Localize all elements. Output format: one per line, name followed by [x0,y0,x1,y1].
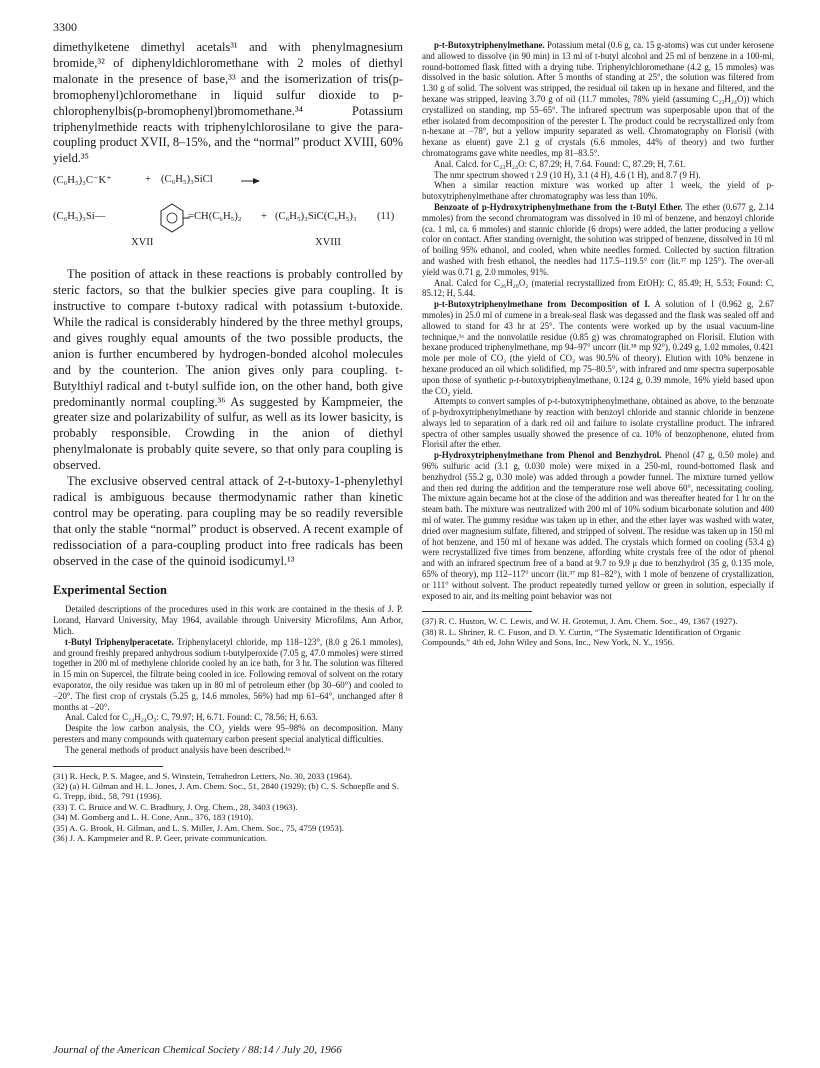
journal-footer: Journal of the American Chemical Society / 88:14 / July 20, 1966 [53,1044,342,1056]
perester-title: t-Butyl Triphenylperacetate. [65,636,174,647]
butoxy-nmr: The nmr spectrum showed τ 2.9 (10 H), 3.1 (4 H), 4.6 (1 H), and 8.7 (9 H). [434,169,701,180]
left-column [53,40,403,843]
footnote-32: (32) (a) H. Gilman and H. L. Jones, J. Am. Chem. Soc., 51, 2840 (1929); (b) C. S. Schoepfle and S. G. Trepp, ibid., 58, 791 (1936). [53,781,399,802]
experimental-intro: Detailed descriptions of the procedures used in this work are contained in the thesis of J. P. Lorand, Harvard University, May 1964, available through University Microfilms, Ann Arbor, Mich. [53,604,403,637]
phenol-procedure [422,450,774,601]
phenol-title: p-Hydroxytriphenylmethane from Phenol and Benzhydrol. [434,450,662,461]
reactant-1: (C₆H₅)₃C⁻K⁺ [53,175,112,187]
plus-sign-1: + [145,174,151,186]
decomposition-procedure [422,299,774,396]
plus-sign-2: + [261,211,267,223]
product-18: (C₆H₅)₃SiC(C₆H₅)₃ [275,211,357,223]
footnote-31: (31) R. Heck, P. S. Magee, and S. Winstein, Tetrahedron Letters, No. 30, 2033 (1964). [53,770,353,781]
benzoate-title: Benzoate of p-Hydroxytriphenylmethane from the t-Butyl Ether. [434,201,683,212]
footnote-34: (34) M. Gomberg and L. H. Cone, Ann., 376, 183 (1910). [53,812,254,823]
footnote-rule-right [422,611,532,612]
perester-procedure [53,637,403,713]
perester-analysis: Anal. Calcd for C₂₄H₂₄O₃: C, 79.97; H, 6.71. Found: C, 78.56; H, 6.63. [65,712,318,723]
butoxy-week: When a similar reaction mixture was worked up after 1 week, the yield of p-butoxytriphenylmethane after chromatography was less than 10%. [422,180,774,202]
reaction-equation-11 [53,171,403,257]
butoxy-analysis: Anal. Calcd. for C₂₃H₂₄O: C, 87.29; H, 7.64. Found: C, 87.29; H, 7.61. [434,158,686,169]
butoxy-procedure [422,40,774,159]
benzoate-analysis: Anal. Calcd for C₂₆H₂₀O₂ (material recrystallized from EtOH): C, 85.49; H, 5.53; Found: C, 85.12; H, 5.44. [422,277,774,299]
benzoate-body: The ether (0.677 g, 2.14 mmoles) from the second chromatogram was dissolved in 10 ml of benzene, and benzoyl chloride (ca. 1 ml, ca. 6 mmoles) and stannic chloride (6 drops) were added, the latter producing a yellow color on contact. After standing overnight, the solution was stripped of benzene, dissolved in 10 ml of boiling 95% ethanol, and cooled, when white needles formed. Collected by suction filtration and washed with fresh ethanol, the needles had 117.5–119.5° corr (lit.³⁷ mp 125°). The over-all yield was 0.71 g, 2.0 mmoles, 91%. [422,201,774,277]
butoxy-title: p-t-Butoxytriphenylmethane. [434,40,545,50]
footnote-rule [53,766,163,767]
footnote-37: (37) R. C. Huston, W. C. Lewis, and W. H. Grotemut, J. Am. Chem. Soc., 49, 1367 (1927). [422,616,738,627]
footnote-33: (33) T. C. Bruice and W. C. Bradbury, J. Org. Chem., 28, 3403 (1963). [53,801,298,812]
conversion-attempts: Attempts to convert samples of p-t-butoxytriphenylmethane, obtained as above, to the benzoate of p-hydroxytriphenylmethane by reaction with benzoyl chloride and stannic chloride in benzene always led to separation of a dark red oil and failure to isolate crystalline product. The infrared spectra of other samples usually showed the presence of ca. 10% of benzophenone, eluted from Florisil after the ether. [422,396,774,450]
footnote-38: (38) R. L. Shriner, R. C. Fuson, and D. Y. Curtin, “The Systematic Identification of Organic Compounds,” 4th ed, John Wiley and Sons, Inc., New York, N. Y., 1956. [422,626,741,648]
section-heading: Experimental Section [53,583,167,598]
paragraph-steric: The position of attack in these reactions is probably controlled by steric factors, so that the bulkier species give para coupling. It is instructive to compare t-butoxy radical with potassium t-butoxide. While the radical is considerably hindered by the three methyl groups, and gives roughly equal amounts of the two possible products, the anion is further encumbered by hydrogen-bonded alcohol molecules and by the counterion. The anion gives only para coupling. t-Butylthiyl radical and t-butyl sulfide ion, on the other hand, both give predominantly normal coupling.³⁶ As suggested by Kampmeier, the greater size and polarizability of sulfur, as well as its lower basicity, is probably responsible. Crowding in the anion of diethyl phenylmalonate is probably quite severe, so that only para coupling is observed. [53,267,403,473]
product-17-right: =CH(C₆H₅)₂ [188,211,242,223]
benzoate-procedure [422,202,774,278]
perester-body: Triphenylacetyl chloride, mp 118–123°, (8.0 g 26.1 mmoles), and ground freshly prepared anhydrous sodium t-butylperoxide (7.05 g, 47.0 mmoles) were stirred together in 200 ml of methylene chloride cooled by an ice bath, for 3 hr. The solution was filtered in 15 min on Supercel, the filtrate being cooled in ice. Following removal of solvent on the rotary evaporator, the oily residue was taken up in 80 ml of petroleum ether (bp 30–60°) and cooled to −20°. The first crop of crystals (5.25 g, 14.6 mmoles, 56%) had mp 61–64°, unchanged after 8 months at −20°. [53,636,403,712]
reactant-2: (C₆H₅)₃SiCl [161,174,213,186]
perester-note: Despite the low carbon analysis, the CO₂ yields were 95–98% on decomposition. Many peresters and many compounds with quaternary carbon present special analytical difficulties. [53,723,403,745]
paragraph-intro: dimethylketene dimethyl acetals³¹ and with phenylmagnesium bromide,³² of diphenyldichloromethane with 2 moles of diethyl malonate in the presence of base,³³ and the isomerization of tris(p-bromophenyl)chloromethane in liquid sulfur dioxide to p-chlorophenylbis(p-bromophenyl)bromomethane.³⁴ Potassium triphenylmethide reacts with triphenylchlorosilane to give the para-coupling product XVII, 8–15%, and the “normal” product XVIII, 60% yield.³⁵ [53,40,403,166]
label-xvii: XVII [131,237,154,249]
butoxy-body: Potassium metal (0.6 g, ca. 15 g-atoms) was cut under kerosene and allowed to dissolve (in 90 min) in 13 ml of t-butyl alcohol and 25 ml of benzene in a 100-ml, round-bottomed flask fitted with a drying tube. Triphenylchloromethane (4.2 g, 15 mmoles) was dissolved in the basic solution. After 5 months of standing at 25°, the solution was filtered from 1.30 g of solid. The solvent was stripped, the residual oil taken up in hexane and filtered, and the hexane was stripped, leaving 3.70 g of oil (11.7 mmoles, 78% yield (assuming C₂₃H₂₄O)) which crystallized on standing, mp 55–65°. The infrared spectrum was superposable upon that of the ether isolated from decomposition of the perester I. The product could be recrystallized only from n-hexane at −78°, but a yellow impurity separated as well. Chromatography on Florisil (with hexane as eluent) gave 2.1 g of crystals (6.6 mmoles, 44% of theory) and two further chromatograms gave white needles, mp 81–83.5°. [422,40,774,158]
decomposition-body: A solution of I (0.962 g, 2.67 mmoles) in 25.0 ml of cumene in a break-seal flask was degassed and the flask was sealed off and allowed to stand for 43 hr at 25°. The contents were worked up by the usual vacuum-line technique,¹ᵃ and the nonvolatile residue (0.85 g) was chromatographed on Florisil. Elution with hexane produced triphenylmethane, mp 94–97° uncorr (lit.³⁸ mp 92°), 0.249 g, 1.02 mmoles, 0.421 mole per mole of CO₂ (the yield of CO₂ was 90.5% of theory). Elution with 10% benzene in hexane produced an oil which solidified, mp 75–80.5°, with infrared and nmr spectra superposable upon those of synthetic p-t-butoxytriphenylmethane, 0.124 g, 0.39 mmole, 16% yield based upon the CO₂ yield. [422,299,774,396]
right-column [422,40,774,648]
page-number: 3300 [53,20,77,34]
product-17-left: (C₆H₅)₃Si— [53,211,106,223]
general-methods: The general methods of product analysis have been described.¹ᵃ [65,744,291,755]
paragraph-central-attack: The exclusive observed central attack of 2-t-butoxy-1-phenylethyl radical is ambiguous because thermodynamic rather than kinetic control may be operating. para coupling may be so readily reversible that only the stable “normal” product is observed. A recent example of redissociation of a para-coupling product into free radicals has been observed in the case of the quinoid isodicumyl.¹³ [53,474,403,568]
decomposition-title: p-t-Butoxytriphenylmethane from Decomposition of I. [434,299,651,310]
phenol-body: Phenol (47 g, 0.50 mole) and 96% sulfuric acid (3.1 g, 0.030 mole) were mixed in a 250-ml, round-bottomed flask and benzhydrol (55.2 g, 0.30 mole) was added through a powder funnel. The mixture turned yellow and then red during the addition and the temperature rose well above 60°, necessitating cooling. The mixture again became hot at the close of the addition and was thereafter heated for 1 hr on the steam bath. The mixture was neutralized with 200 ml of 10% sodium bicarbonate solution and 400 ml of water. The gummy residue was taken up in ether, and the ether layer was washed with water, dried over magnesium sulfate, filtered, and stripped of solvent. The residue was taken up in 150 ml of hot benzene, and 150 ml of hexane was added. The crystals which formed on cooling (53.4 g) were recrystallized five times from benzene, affording white crystals free of the odor of phenol and with an infrared spectrum free of a band at 9.7 to 9.9 μ due to benzhydrol (35 g, 0.135 mole, 65% of theory), mp 112–117° uncorr (lit.³⁷ mp 81–82°), with 1 mole of benzene of crystallization, or 111° without solvent. The product repeatedly turned yellow or green in solution, especially if exposed to air, and its melting point behavior was not [422,450,775,601]
label-xviii: XVIII [315,237,341,249]
footnote-35: (35) A. G. Brook, H. Gilman, and L. S. Miller, J. Am. Chem. Soc., 75, 4759 (1953). [53,822,344,833]
footnote-36: (36) J. A. Kampmeier and R. P. Geer, private communication. [53,833,268,844]
equation-number: (11) [377,211,395,223]
